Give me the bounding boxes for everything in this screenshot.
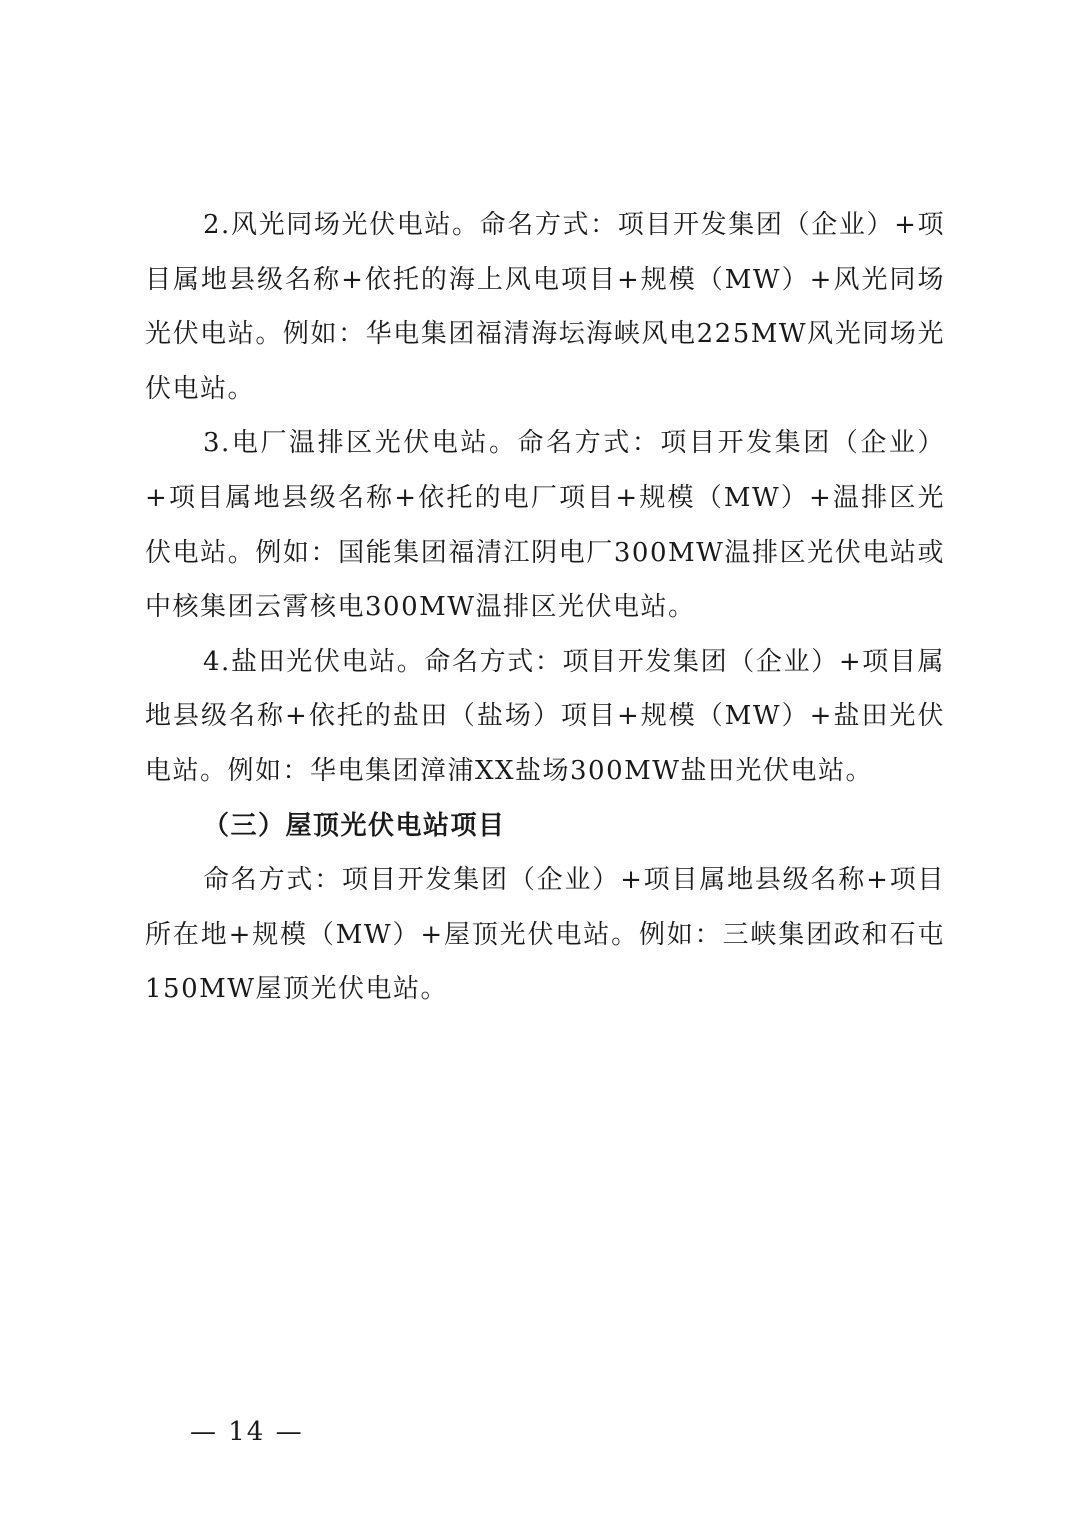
section-heading-rooftop: （三）屋顶光伏电站项目: [203, 810, 506, 841]
page-number: — 14 —: [190, 1417, 304, 1447]
document-body: [145, 198, 945, 1017]
paragraph-thermal-discharge-station: 3.电厂温排区光伏电站。命名方式：项目开发集团（企业）+项目属地县级名称+依托的电厂项目+规模（MW）+温排区光伏电站。例如：国能集团福清江阴电厂300MW温排区光伏电站或中核集团云霄核电300MW温排区光伏电站。: [145, 428, 945, 623]
paragraph-salt-field-station: 4.盐田光伏电站。命名方式：项目开发集团（企业）+项目属地县级名称+依托的盐田（盐场）项目+规模（MW）+盐田光伏电站。例如：华电集团漳浦XX盐场300MW盐田光伏电站。: [145, 646, 945, 786]
paragraph-rooftop-naming: 命名方式：项目开发集团（企业）+项目属地县级名称+项目所在地+规模（MW）+屋顶光伏电站。例如：三峡集团政和石屯150MW屋顶光伏电站。: [145, 865, 945, 1005]
paragraph-wind-solar-station: 2.风光同场光伏电站。命名方式：项目开发集团（企业）+项目属地县级名称+依托的海上风电项目+规模（MW）+风光同场光伏电站。例如：华电集团福清海坛海峡风电225MW风光同场光伏电站。: [145, 210, 945, 404]
